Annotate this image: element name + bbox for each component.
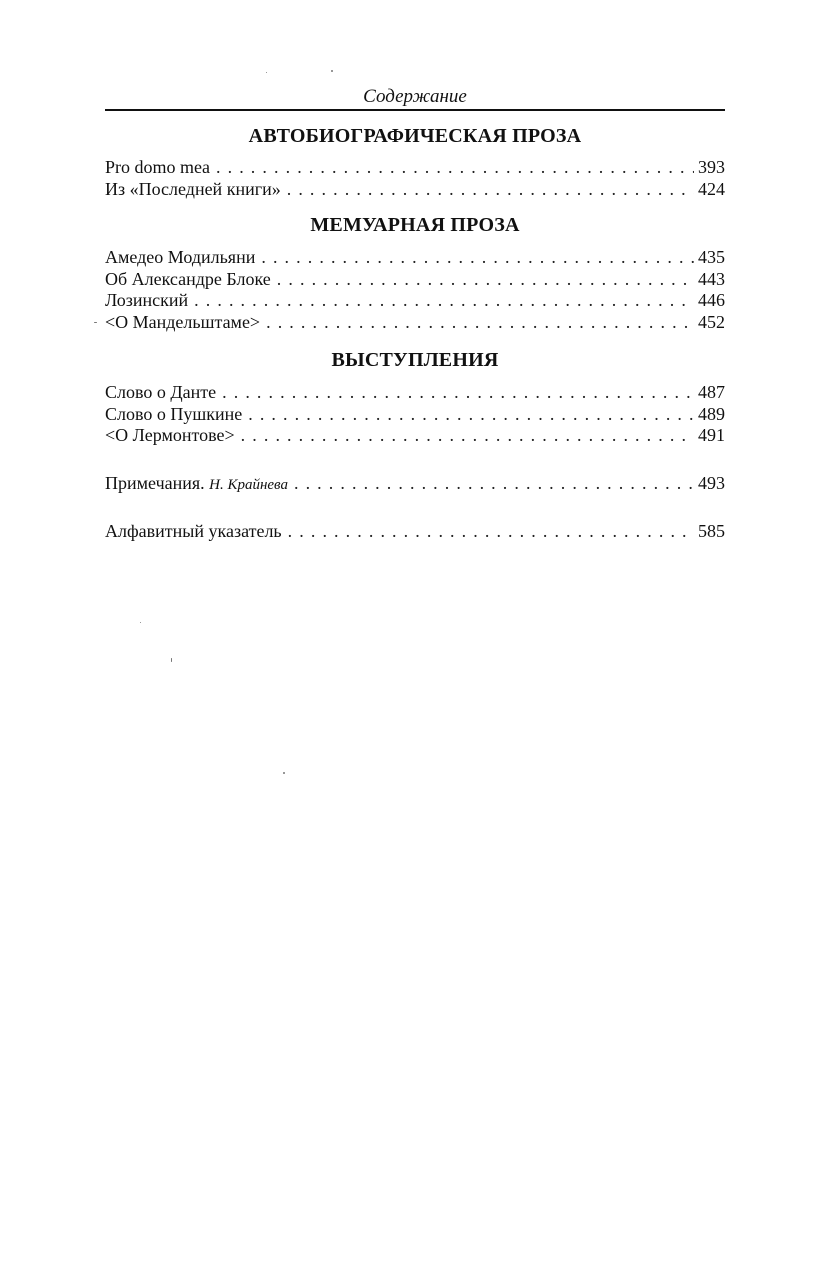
dot-leader xyxy=(194,290,694,312)
dot-leader xyxy=(248,404,694,426)
scan-speck xyxy=(140,622,141,623)
toc-entry[interactable] xyxy=(105,247,725,269)
entry-title: Алфавитный указатель xyxy=(105,521,282,541)
entry-title: Об Александре Блоке xyxy=(105,268,271,289)
toc-entry[interactable] xyxy=(105,157,725,179)
scan-speck xyxy=(94,322,97,323)
notes-author: Н. Крайнева xyxy=(209,476,288,493)
toc-entry-notes[interactable] xyxy=(105,473,725,495)
page-number: 435 xyxy=(698,247,725,267)
toc-entry-index[interactable] xyxy=(105,521,725,543)
toc-entry[interactable] xyxy=(105,404,725,426)
dot-leader xyxy=(241,425,694,447)
entry-title: Амедео Модильяни xyxy=(105,247,256,267)
dot-leader xyxy=(287,179,694,201)
entry-title: Лозинский xyxy=(105,290,189,310)
toc-entry[interactable] xyxy=(105,382,725,404)
page-number: 446 xyxy=(698,290,725,310)
entry-title: Слово о Данте xyxy=(105,382,217,402)
page-number: 491 xyxy=(698,425,725,445)
toc-section xyxy=(105,125,725,200)
dot-leader xyxy=(288,521,694,543)
page-number: 393 xyxy=(698,157,725,177)
entry-title: Pro domo mea xyxy=(105,157,210,177)
dot-leader xyxy=(266,312,694,334)
toc-entry[interactable] xyxy=(105,269,725,291)
entry-title: Из «Последней книги» xyxy=(105,178,281,199)
section-title: АВТОБИОГРАФИЧЕСКАЯ ПРОЗА xyxy=(248,125,582,147)
page-number: 424 xyxy=(698,178,725,199)
scan-speck xyxy=(331,70,333,72)
entry-list xyxy=(105,157,725,200)
scan-speck xyxy=(283,772,285,774)
entry-title xyxy=(105,473,294,497)
dot-leader xyxy=(277,269,694,291)
header-rule xyxy=(105,109,725,111)
toc-entry[interactable] xyxy=(105,312,725,334)
dot-leader xyxy=(261,247,694,269)
entry-list xyxy=(105,247,725,333)
section-title: ВЫСТУПЛЕНИЯ xyxy=(331,349,499,371)
dot-leader xyxy=(216,157,694,179)
page-number: 489 xyxy=(698,403,725,424)
scan-speck xyxy=(266,72,267,73)
scan-speck xyxy=(171,658,172,662)
table-of-contents xyxy=(105,86,725,543)
dot-leader xyxy=(222,382,694,404)
page-number: 487 xyxy=(698,382,725,402)
dot-leader xyxy=(294,473,694,495)
toc-entry[interactable] xyxy=(105,425,725,447)
toc-entry[interactable] xyxy=(105,179,725,201)
page-number: 452 xyxy=(698,311,725,332)
toc-section xyxy=(105,214,725,333)
section-title: МЕМУАРНАЯ ПРОЗА xyxy=(310,214,520,236)
entry-title: <О Мандельштаме> xyxy=(105,311,261,332)
page-number: 493 xyxy=(698,472,725,493)
running-head: Содержание xyxy=(363,86,467,107)
entry-title: Слово о Пушкине xyxy=(105,403,243,424)
toc-section xyxy=(105,349,725,447)
page-number: 443 xyxy=(698,268,725,289)
toc-entry[interactable] xyxy=(105,290,725,312)
notes-title: Примечания. xyxy=(105,472,205,493)
entry-title: <О Лермонтове> xyxy=(105,425,235,445)
entry-list xyxy=(105,382,725,447)
page-number: 585 xyxy=(698,521,725,541)
